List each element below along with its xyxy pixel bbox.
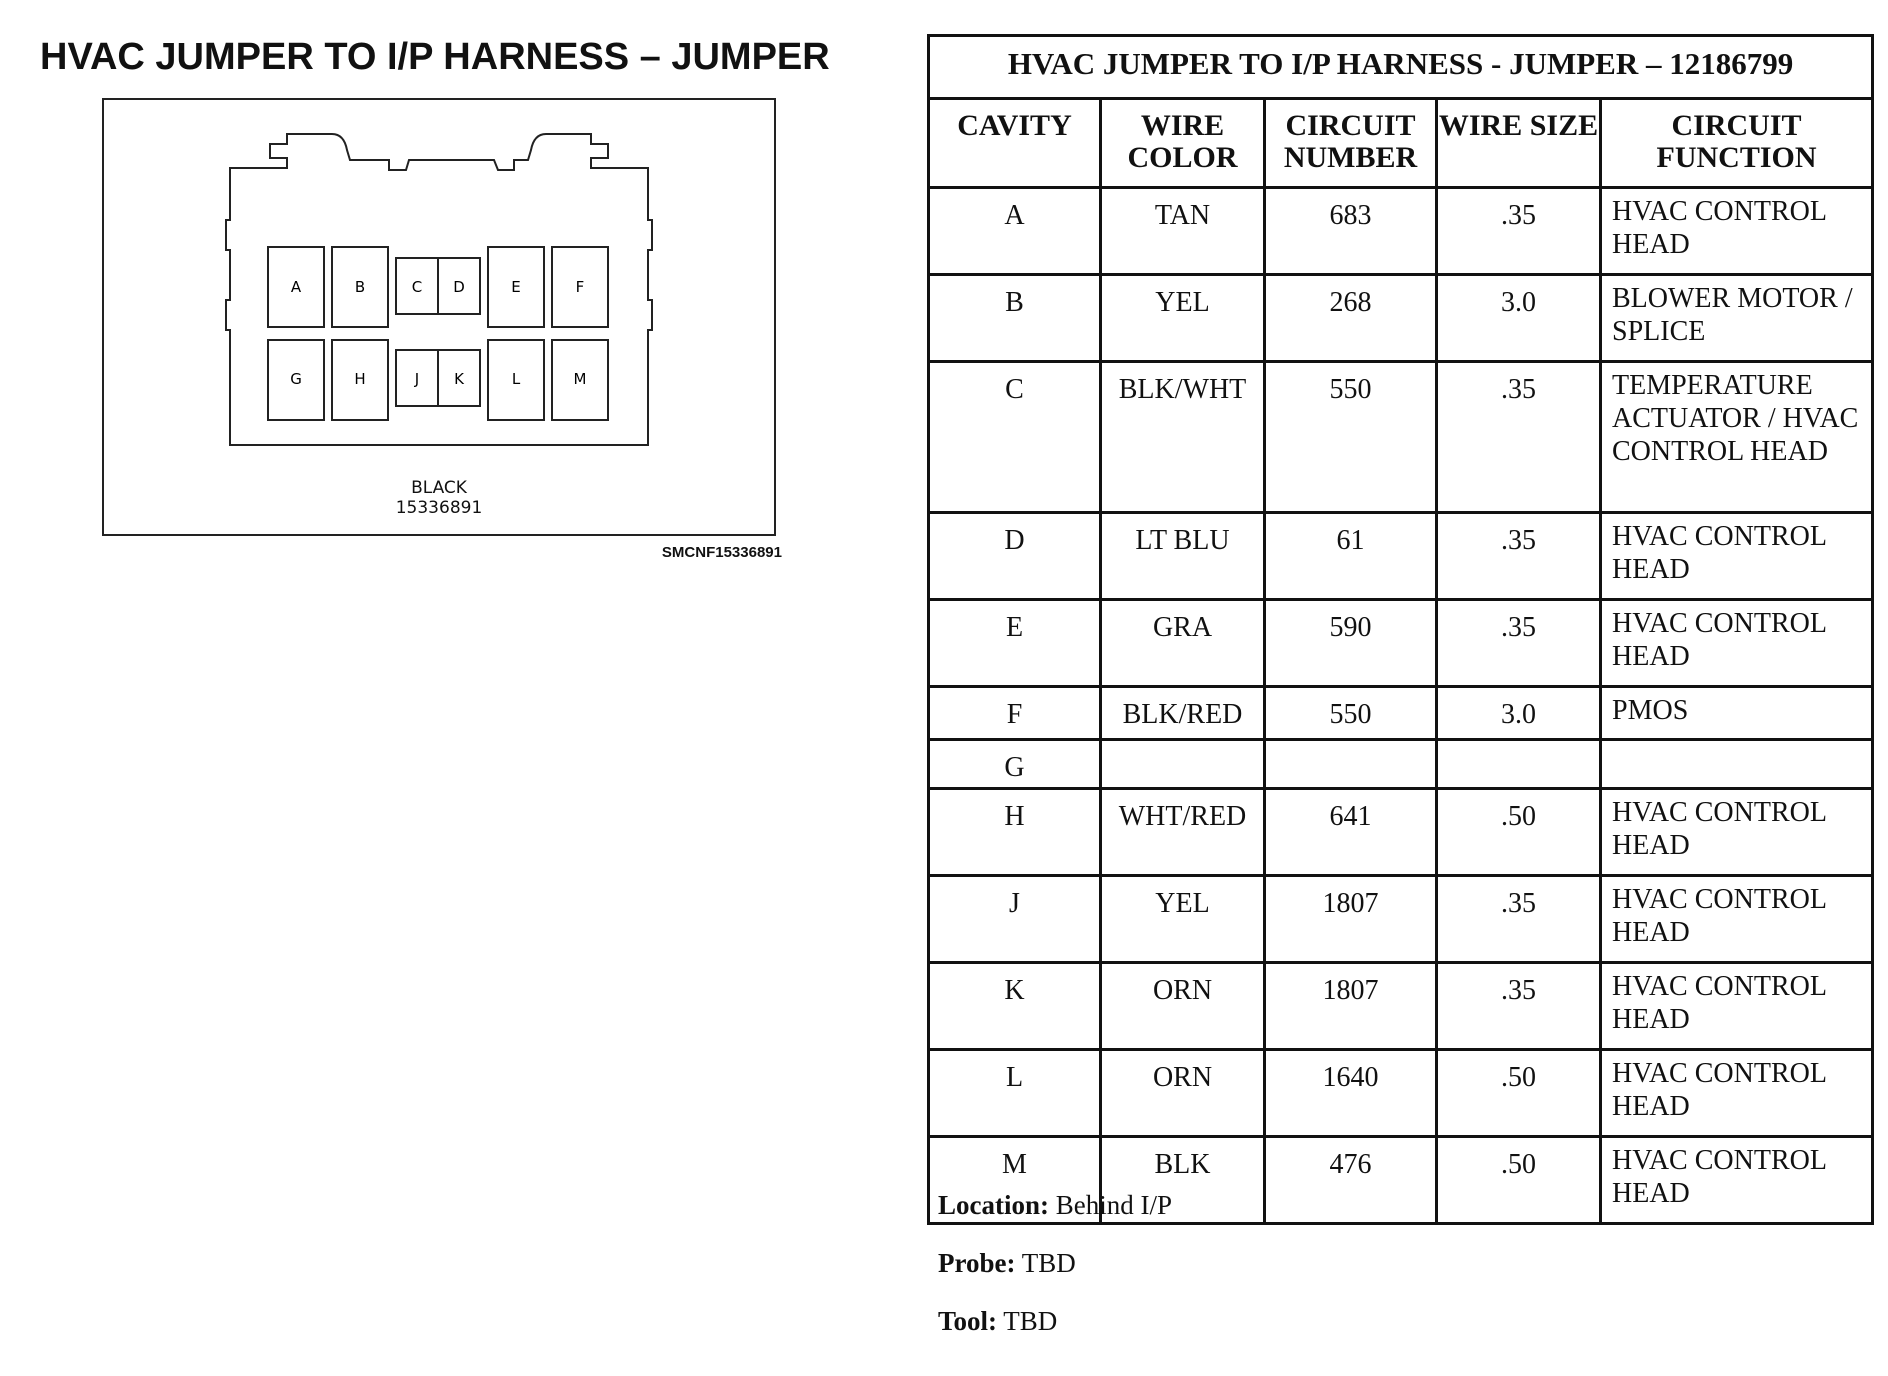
- cell-function: HVAC CONTROL HEAD: [1601, 188, 1873, 275]
- probe-value: TBD: [1021, 1248, 1076, 1278]
- cell-size: .50: [1437, 1137, 1601, 1224]
- cell-size: .35: [1437, 362, 1601, 513]
- header-wire-size: WIRE SIZE: [1437, 99, 1601, 188]
- cell-wire-color: ORN: [1101, 963, 1265, 1050]
- cavity-label-e: E: [511, 278, 521, 296]
- table-row: [929, 362, 1873, 513]
- cell-function: HVAC CONTROL HEAD: [1601, 963, 1873, 1050]
- connector-part-number: 15336891: [395, 498, 483, 518]
- table-header-row: [929, 99, 1873, 188]
- location-note: [938, 1190, 1172, 1221]
- cell-wire-color: TAN: [1101, 188, 1265, 275]
- cell-circuit: 550: [1265, 687, 1437, 740]
- cell-function: TEMPERATURE ACTUATOR / HVAC CONTROL HEAD: [1601, 362, 1873, 513]
- connector-figure: [102, 98, 776, 536]
- location-label: Location:: [938, 1190, 1049, 1220]
- cavity-label-j: J: [414, 370, 420, 388]
- cell-cavity: J: [929, 876, 1101, 963]
- cell-wire-color: YEL: [1101, 876, 1265, 963]
- cell-size: .35: [1437, 188, 1601, 275]
- cavity-label-a: A: [290, 278, 302, 296]
- figure-id: SMCNF15336891: [661, 544, 782, 561]
- header-cavity: CAVITY: [929, 99, 1101, 188]
- table-row: [929, 275, 1873, 362]
- cell-circuit: 590: [1265, 600, 1437, 687]
- cell-wire-color: BLK: [1101, 1137, 1265, 1224]
- cell-cavity: G: [929, 740, 1101, 789]
- table-row: [929, 513, 1873, 600]
- cell-function: HVAC CONTROL HEAD: [1601, 789, 1873, 876]
- cavity-label-g: G: [290, 370, 302, 388]
- cell-size: [1437, 740, 1601, 789]
- cell-function: HVAC CONTROL HEAD: [1601, 876, 1873, 963]
- cell-circuit: 550: [1265, 362, 1437, 513]
- cell-function: PMOS: [1601, 687, 1873, 740]
- cavity-label-d: D: [453, 278, 465, 296]
- cell-function: HVAC CONTROL HEAD: [1601, 1050, 1873, 1137]
- cell-size: .35: [1437, 600, 1601, 687]
- page-title: HVAC JUMPER TO I/P HARNESS – JUMPER: [40, 36, 830, 78]
- cell-size: 3.0: [1437, 687, 1601, 740]
- cell-function: HVAC CONTROL HEAD: [1601, 513, 1873, 600]
- cavity-label-h: H: [354, 370, 366, 388]
- cell-wire-color: LT BLU: [1101, 513, 1265, 600]
- cell-cavity: M: [929, 1137, 1101, 1224]
- tool-note: [938, 1306, 1057, 1337]
- cell-size: .35: [1437, 513, 1601, 600]
- header-wire-color: WIRE COLOR: [1101, 99, 1265, 188]
- cell-size: .50: [1437, 1050, 1601, 1137]
- table-row: [929, 876, 1873, 963]
- pinout-table: [927, 34, 1874, 1225]
- header-circuit-function: CIRCUIT FUNCTION: [1601, 99, 1873, 188]
- table-row: [929, 1050, 1873, 1137]
- location-value: Behind I/P: [1055, 1190, 1173, 1220]
- cell-cavity: L: [929, 1050, 1101, 1137]
- cell-circuit: 268: [1265, 275, 1437, 362]
- cell-cavity: D: [929, 513, 1101, 600]
- cavity-label-f: F: [575, 278, 585, 296]
- cell-wire-color: WHT/RED: [1101, 789, 1265, 876]
- cell-cavity: E: [929, 600, 1101, 687]
- cell-function: HVAC CONTROL HEAD: [1601, 1137, 1873, 1224]
- cell-cavity: F: [929, 687, 1101, 740]
- cavity-label-c: C: [411, 278, 423, 296]
- cavity-label-k: K: [454, 370, 464, 388]
- cell-wire-color: [1101, 740, 1265, 789]
- probe-note: [938, 1248, 1076, 1279]
- cell-size: .35: [1437, 963, 1601, 1050]
- cell-function: [1601, 740, 1873, 789]
- table-row: [929, 963, 1873, 1050]
- tool-label: Tool:: [938, 1306, 998, 1336]
- cell-size: .50: [1437, 789, 1601, 876]
- cell-cavity: B: [929, 275, 1101, 362]
- cell-wire-color: ORN: [1101, 1050, 1265, 1137]
- table-title: HVAC JUMPER TO I/P HARNESS - JUMPER – 12186799: [929, 36, 1873, 99]
- cell-circuit: 1640: [1265, 1050, 1437, 1137]
- cell-function: HVAC CONTROL HEAD: [1601, 600, 1873, 687]
- cavity-label-m: M: [573, 370, 587, 388]
- cell-wire-color: GRA: [1101, 600, 1265, 687]
- table-row: [929, 188, 1873, 275]
- cell-circuit: [1265, 740, 1437, 789]
- cell-circuit: 683: [1265, 188, 1437, 275]
- table-row: [929, 687, 1873, 740]
- connector-color: BLACK: [411, 478, 467, 498]
- probe-label: Probe:: [938, 1248, 1016, 1278]
- cell-size: 3.0: [1437, 275, 1601, 362]
- cavity-label-b: B: [354, 278, 366, 296]
- cell-cavity: H: [929, 789, 1101, 876]
- table-row: [929, 740, 1873, 789]
- cell-circuit: 61: [1265, 513, 1437, 600]
- table-row: [929, 789, 1873, 876]
- cell-function: BLOWER MOTOR / SPLICE: [1601, 275, 1873, 362]
- connector-drawing: [104, 100, 774, 534]
- cell-circuit: 1807: [1265, 963, 1437, 1050]
- cell-cavity: A: [929, 188, 1101, 275]
- cavity-label-l: L: [511, 370, 521, 388]
- cell-size: .35: [1437, 876, 1601, 963]
- cell-cavity: K: [929, 963, 1101, 1050]
- cell-circuit: 641: [1265, 789, 1437, 876]
- table-row: [929, 600, 1873, 687]
- header-circuit-number: CIRCUIT NUMBER: [1265, 99, 1437, 188]
- tool-value: TBD: [1003, 1306, 1058, 1336]
- cell-cavity: C: [929, 362, 1101, 513]
- cell-wire-color: BLK/RED: [1101, 687, 1265, 740]
- cell-circuit: 1807: [1265, 876, 1437, 963]
- cell-wire-color: YEL: [1101, 275, 1265, 362]
- cell-wire-color: BLK/WHT: [1101, 362, 1265, 513]
- cell-circuit: 476: [1265, 1137, 1437, 1224]
